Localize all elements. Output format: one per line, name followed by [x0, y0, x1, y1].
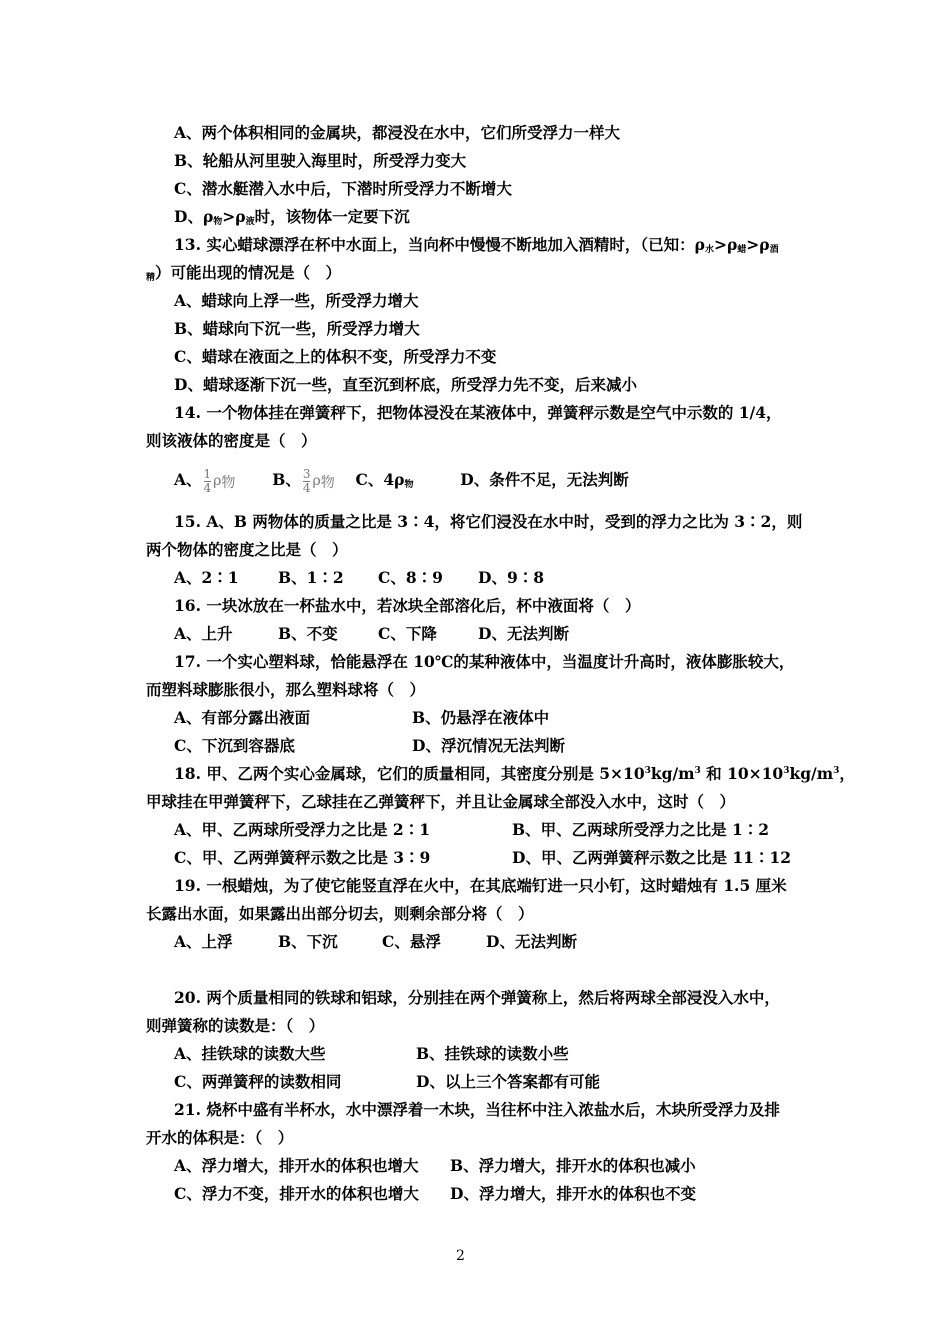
q18-stem1-a: 18. 甲、乙两个实心金属球，它们的质量相同，其密度分别是 5×10: [174, 764, 645, 783]
q19-stem-line2: 长露出水面，如果露出出部分切去，则剩余部分将（ ）: [146, 904, 534, 923]
q15-stem-line1: 15. A、B 两物体的质量之比是 3∶4，将它们浸没在水中时，受到的浮力之比为 3∶2，则: [174, 512, 803, 531]
q14-a-num: 1: [203, 466, 212, 481]
q13-sub-wax: 蜡: [737, 245, 747, 255]
q15-option-a: A、2∶1: [174, 568, 239, 587]
q21-option-c: C、浮力不变，排开水的体积也增大: [174, 1184, 419, 1203]
q16-option-c: C、下降: [378, 624, 437, 643]
q17-stem-line1: 17. 一个实心塑料球，恰能悬浮在 10℃的某种液体中，当温度计升高时，液体膨胀较大，: [174, 652, 795, 671]
q18-stem1-c: 和 10×10: [700, 764, 784, 783]
q14-b-rho: ρ: [312, 473, 321, 489]
q19-option-d: D、无法判断: [486, 932, 577, 951]
q17-option-c: C、下沉到容器底: [174, 736, 295, 755]
q18-option-c: C、甲、乙两弹簧秤示数之比是 3∶9: [174, 848, 431, 867]
q13-option-d: D、蜡球逐渐下沉一些，直至沉到杯底，所受浮力先不变，后来减小: [174, 375, 637, 394]
q18-stem1-d: kg/m: [789, 764, 834, 783]
q18-sup3: 3: [783, 766, 790, 776]
q20-option-b: B、挂铁球的读数小些: [416, 1044, 569, 1063]
q12-d-mid: >ρ: [222, 207, 246, 226]
q20-option-c: C、两弹簧秤的读数相同: [174, 1072, 342, 1091]
q14-stem-line1: 14. 一个物体挂在弹簧秤下，把物体浸没在某液体中，弹簧秤示数是空气中示数的 1/4，: [174, 403, 782, 422]
q14-a-den: 4: [203, 480, 212, 495]
q14-a-fraction: [204, 468, 212, 495]
q12-option-b: B、轮船从河里驶入海里时，所受浮力变大: [174, 151, 467, 170]
q13-stem-line1: [174, 235, 779, 255]
q13-sub-alc2: 精: [146, 273, 156, 283]
q13-stem2-text: ）可能出现的情况是（ ）: [155, 263, 342, 282]
q13-stem-line2: [146, 263, 341, 283]
q15-stem-line2: 两个物体的密度之比是（ ）: [146, 540, 348, 559]
q12-d-prefix: D、ρ: [174, 207, 214, 226]
q12-option-a: A、两个体积相同的金属块，都浸没在水中，它们所受浮力一样大: [174, 123, 621, 142]
q14-a-label: A、: [174, 470, 202, 489]
q13-gt2: >ρ: [746, 235, 770, 254]
q18-option-b: B、甲、乙两球所受浮力之比是 1∶2: [512, 820, 770, 839]
q19-option-a: A、上浮: [174, 932, 233, 951]
q12-option-d: [174, 207, 410, 227]
q18-stem1-b: kg/m: [650, 764, 695, 783]
q21-option-a: A、浮力增大，排开水的体积也增大: [174, 1156, 419, 1175]
q13-option-c: C、蜡球在液面之上的体积不变，所受浮力不变: [174, 347, 497, 366]
q17-option-a: A、有部分露出液面: [174, 708, 311, 727]
q14-a-sub: 物: [221, 475, 236, 491]
q14-option-d: D、条件不足，无法判断: [460, 470, 629, 489]
q17-option-d: D、浮沉情况无法判断: [412, 736, 565, 755]
q18-option-d: D、甲、乙两弹簧秤示数之比是 11∶12: [512, 848, 791, 867]
q14-b-label: B、: [272, 470, 301, 489]
q20-stem-line2: 则弹簧称的读数是：（ ）: [146, 1016, 325, 1035]
q13-sub-water: 水: [704, 245, 714, 255]
q21-option-b: B、浮力增大，排开水的体积也减小: [450, 1156, 696, 1175]
q15-option-b: B、1∶2: [278, 568, 344, 587]
q14-c-label: C、4ρ: [355, 470, 405, 489]
q18-sup4: 3: [833, 766, 840, 776]
q18-stem-line1: [174, 764, 855, 784]
q12-d-sub1: 物: [213, 217, 223, 227]
q13-gt1: >ρ: [713, 235, 738, 254]
q21-stem-line1: 21. 烧杯中盛有半杯水，水中漂浮着一木块，当往杯中注入浓盐水后，木块所受浮力及排: [174, 1100, 780, 1119]
q14-c-sub: 物: [404, 480, 414, 490]
q14-b-num: 3: [302, 466, 311, 481]
q12-d-suffix: 时，该物体一定要下沉: [254, 207, 410, 226]
q19-option-b: B、下沉: [278, 932, 338, 951]
q14-b-sub: 物: [320, 475, 335, 491]
q17-stem-line2: 而塑料球膨胀很小，那么塑料球将（ ）: [146, 680, 426, 699]
q12-option-c: C、潜水艇潜入水中后，下潜时所受浮力不断增大: [174, 179, 512, 198]
q15-option-d: D、9∶8: [478, 568, 545, 587]
q12-d-sub2: 液: [245, 217, 255, 227]
q14-stem-line2: 则该液体的密度是（ ）: [146, 431, 317, 450]
q19-stem-line1: 19. 一根蜡烛，为了使它能竖直浮在火中，在其底端钉进一只小钉，这时蜡烛有 1.5 厘米: [174, 876, 787, 895]
q20-option-d: D、以上三个答案都有可能: [416, 1072, 600, 1091]
q16-stem: 16. 一块冰放在一杯盐水中，若冰块全部溶化后，杯中液面将（ ）: [174, 596, 641, 615]
q18-sup2: 3: [694, 766, 701, 776]
q18-option-a: A、甲、乙两球所受浮力之比是 2∶1: [174, 820, 430, 839]
q16-option-a: A、上升: [174, 624, 233, 643]
q18-stem-line2: 甲球挂在甲弹簧秤下，乙球挂在乙弹簧秤下，并且让金属球全部没入水中，这时（ ）: [146, 792, 736, 811]
q19-option-c: C、悬浮: [382, 932, 441, 951]
page-number: 2: [456, 1248, 465, 1264]
q16-option-b: B、不变: [278, 624, 338, 643]
q14-a-rho: ρ: [213, 473, 222, 489]
q20-option-a: A、挂铁球的读数大些: [174, 1044, 326, 1063]
q14-b-den: 4: [302, 480, 311, 495]
q13-option-b: B、蜡球向下沉一些，所受浮力增大: [174, 319, 420, 338]
q15-option-c: C、8∶9: [378, 568, 443, 587]
q17-option-b: B、仍悬浮在液体中: [412, 708, 550, 727]
q18-stem1-e: ，: [839, 764, 855, 783]
q14-b-fraction: [303, 468, 311, 495]
q13-option-a: A、蜡球向上浮一些，所受浮力增大: [174, 291, 419, 310]
q14-options: [174, 462, 629, 499]
q16-option-d: D、无法判断: [478, 624, 569, 643]
q21-option-d: D、浮力增大，排开水的体积也不变: [450, 1184, 696, 1203]
q13-sub-alc1: 酒: [769, 245, 779, 255]
q13-stem1-text: 13. 实心蜡球漂浮在杯中水面上，当向杯中慢慢不断地加入酒精时，（已知：ρ: [174, 235, 705, 254]
q21-stem-line2: 开水的体积是：（ ）: [146, 1128, 294, 1147]
q18-sup1: 3: [644, 766, 651, 776]
q20-stem-line1: 20. 两个质量相同的铁球和铝球，分别挂在两个弹簧称上，然后将两球全部浸没入水中，: [174, 988, 780, 1007]
